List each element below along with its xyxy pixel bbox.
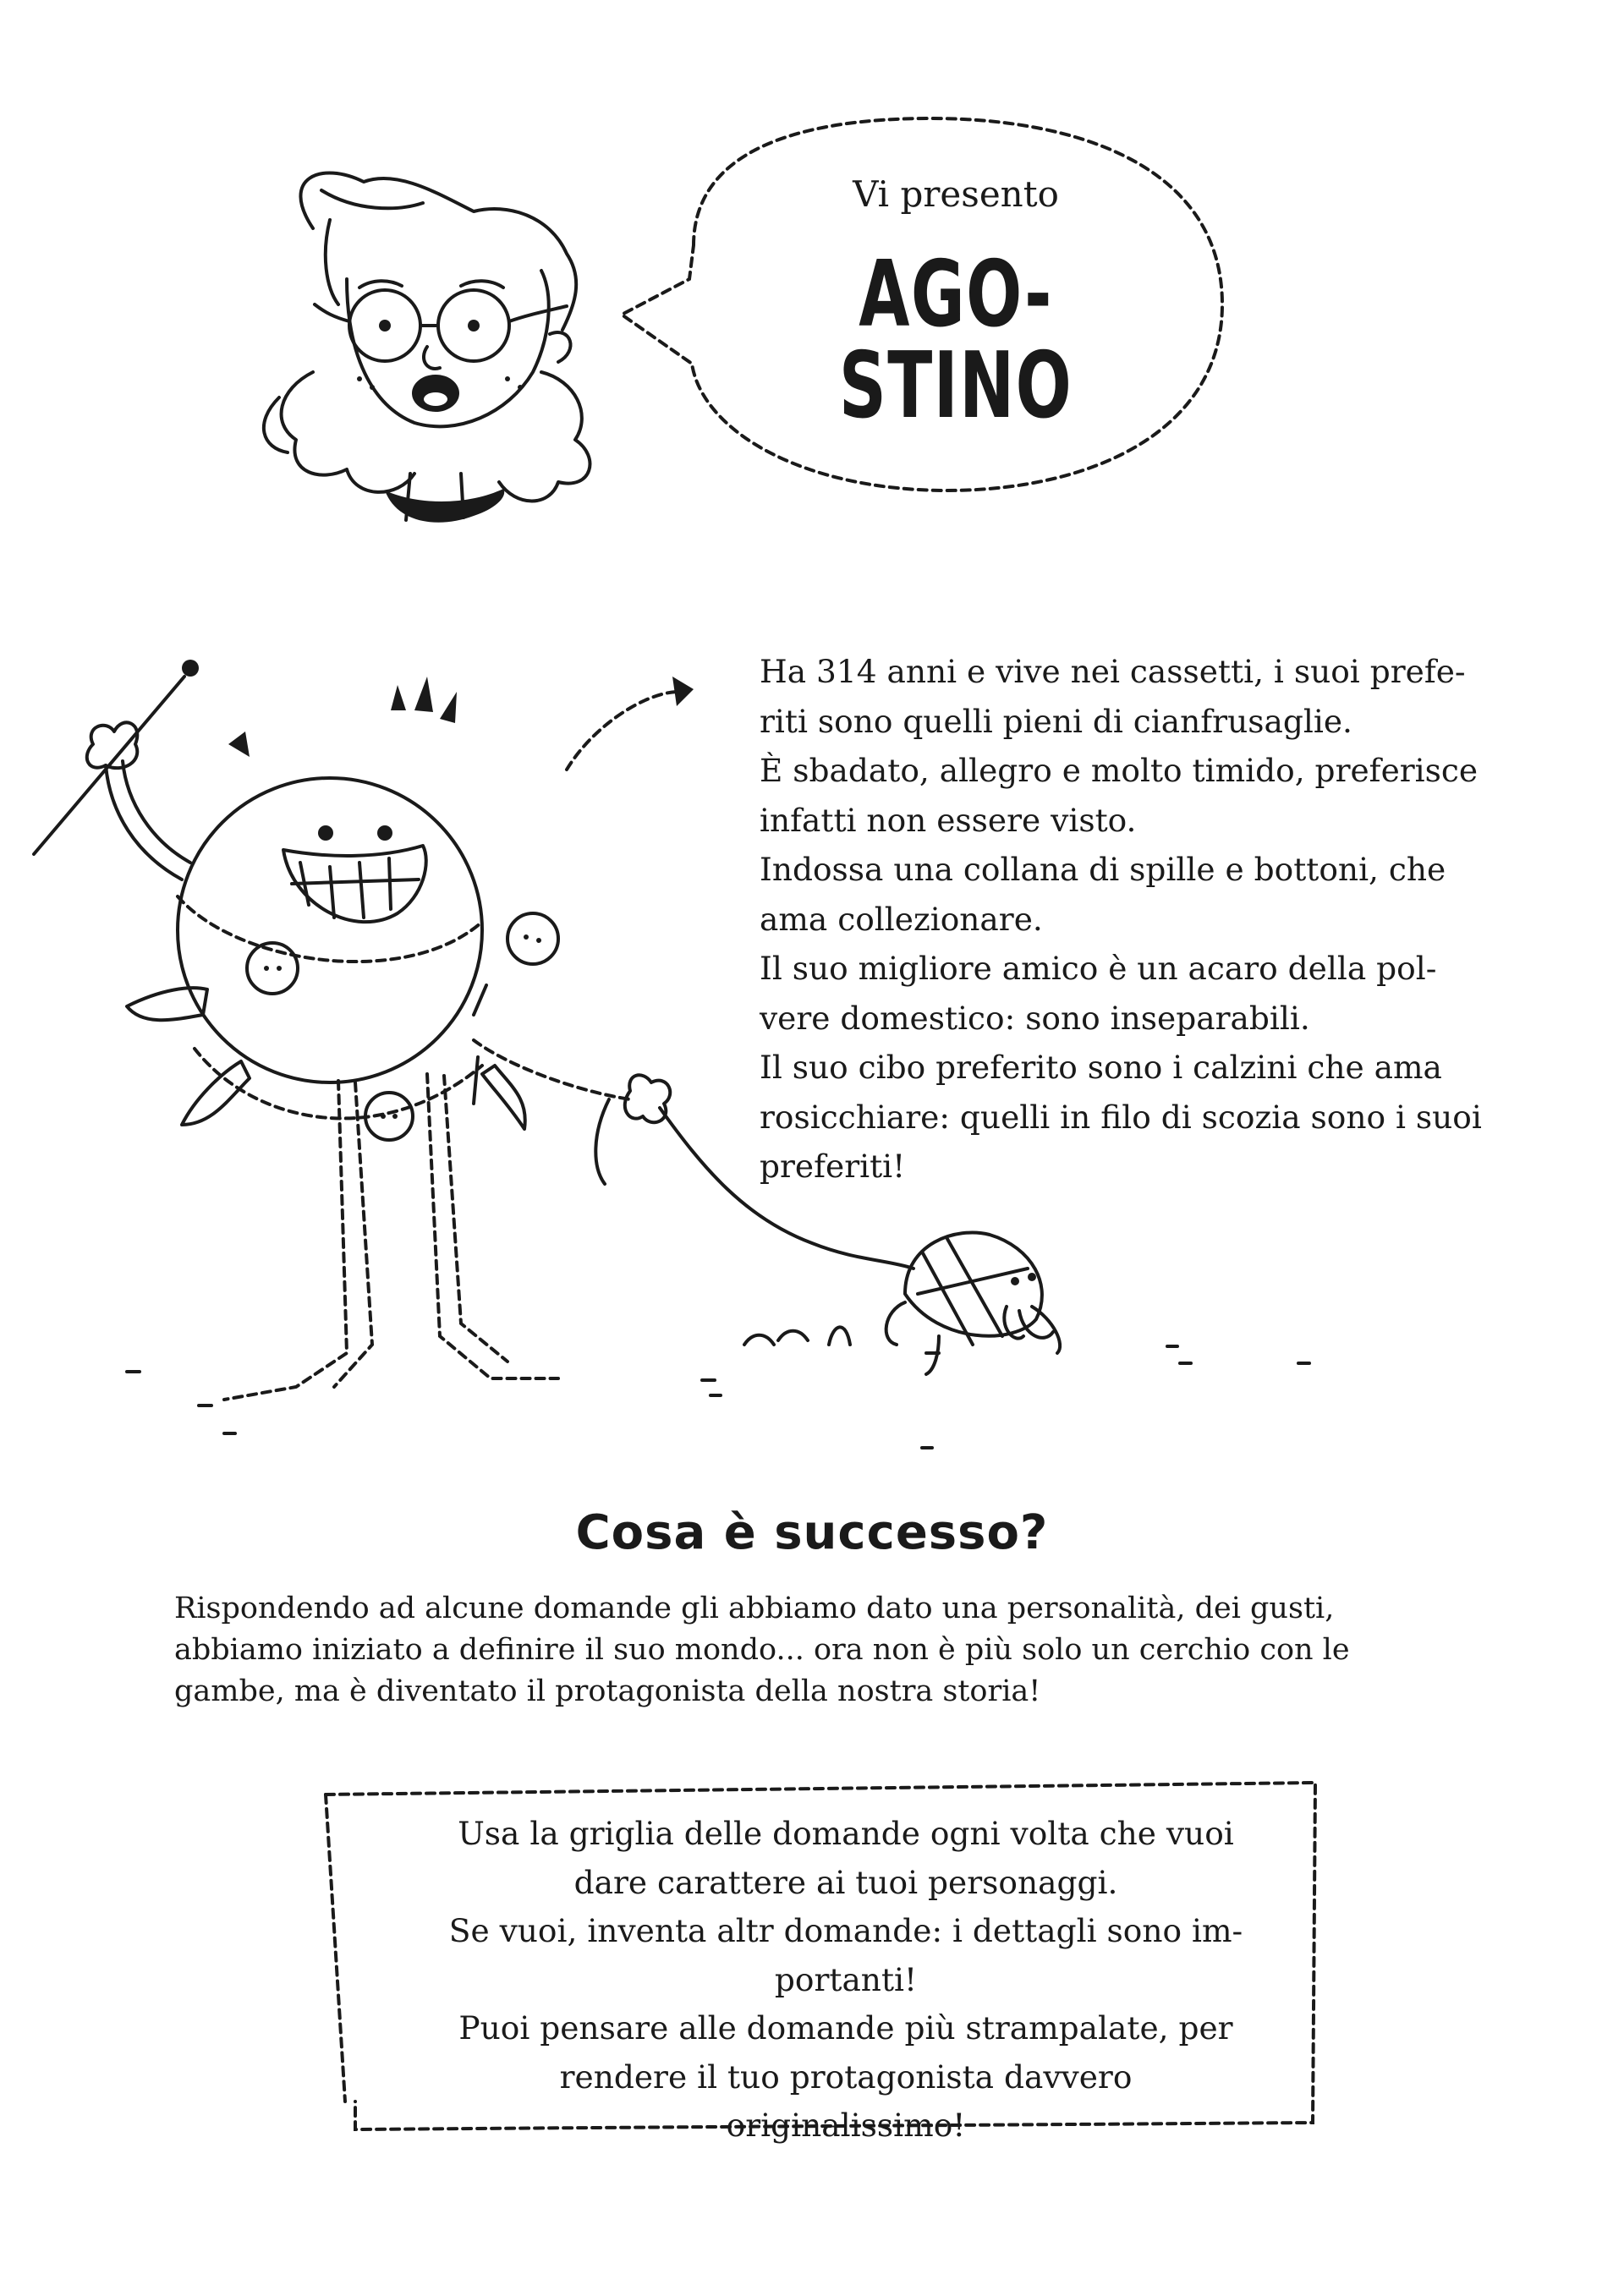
bio-line: Ha 314 anni e vive nei cassetti, i suoi prefe- [760, 653, 1466, 690]
tip-line: Usa la griglia delle domande ogni volta che vuoi [458, 1815, 1234, 1852]
bio-line: È sbadato, allegro e molto timido, preferisce [760, 752, 1479, 789]
tip-line: originalissimo! [726, 2107, 966, 2144]
tip-line: Puoi pensare alle domande più strampalate, per [458, 2009, 1233, 2047]
bio-line: vere domestico: sono inseparabili. [760, 999, 1310, 1037]
character-name-title: AGO-STINO [838, 242, 1073, 439]
section-heading: Cosa è successo? [575, 1505, 1049, 1560]
bio-line: ama collezionare. [760, 900, 1043, 938]
tip-line: rendere il tuo protagonista davvero [559, 2058, 1133, 2096]
bio-line: infatti non essere visto. [760, 801, 1137, 839]
tip-line: Se vuoi, inventa altr domande: i dettagli sono im- [448, 1912, 1243, 1949]
bio-line: Il suo migliore amico è un acaro della pol- [760, 950, 1437, 987]
section-summary: Rispondendo ad alcune domande gli abbiamo dato una personalità, dei gusti, abbiamo iniziato a definire il suo mondo... ora non è più solo un cerchio con le gambe, ma è diventato il protagonista della nostra storia! [174, 1592, 1350, 1708]
tip-line: portanti! [774, 1960, 918, 1998]
bio-line: rosicchiare: quelli in filo di scozia sono i suoi [760, 1098, 1482, 1136]
bio-line: riti sono quelli pieni di cianfrusaglie. [760, 702, 1352, 740]
bio-line: preferiti! [760, 1148, 906, 1185]
bio-line: Indossa una collana di spille e bottoni, che [760, 851, 1446, 888]
bio-line: Il suo cibo preferito sono i calzini che ama [760, 1049, 1442, 1086]
tip-box [355, 1810, 1336, 2151]
tip-line: dare carattere ai tuoi personaggi. [573, 1863, 1118, 1901]
bubble-intro-text: Vi presento [853, 173, 1059, 215]
